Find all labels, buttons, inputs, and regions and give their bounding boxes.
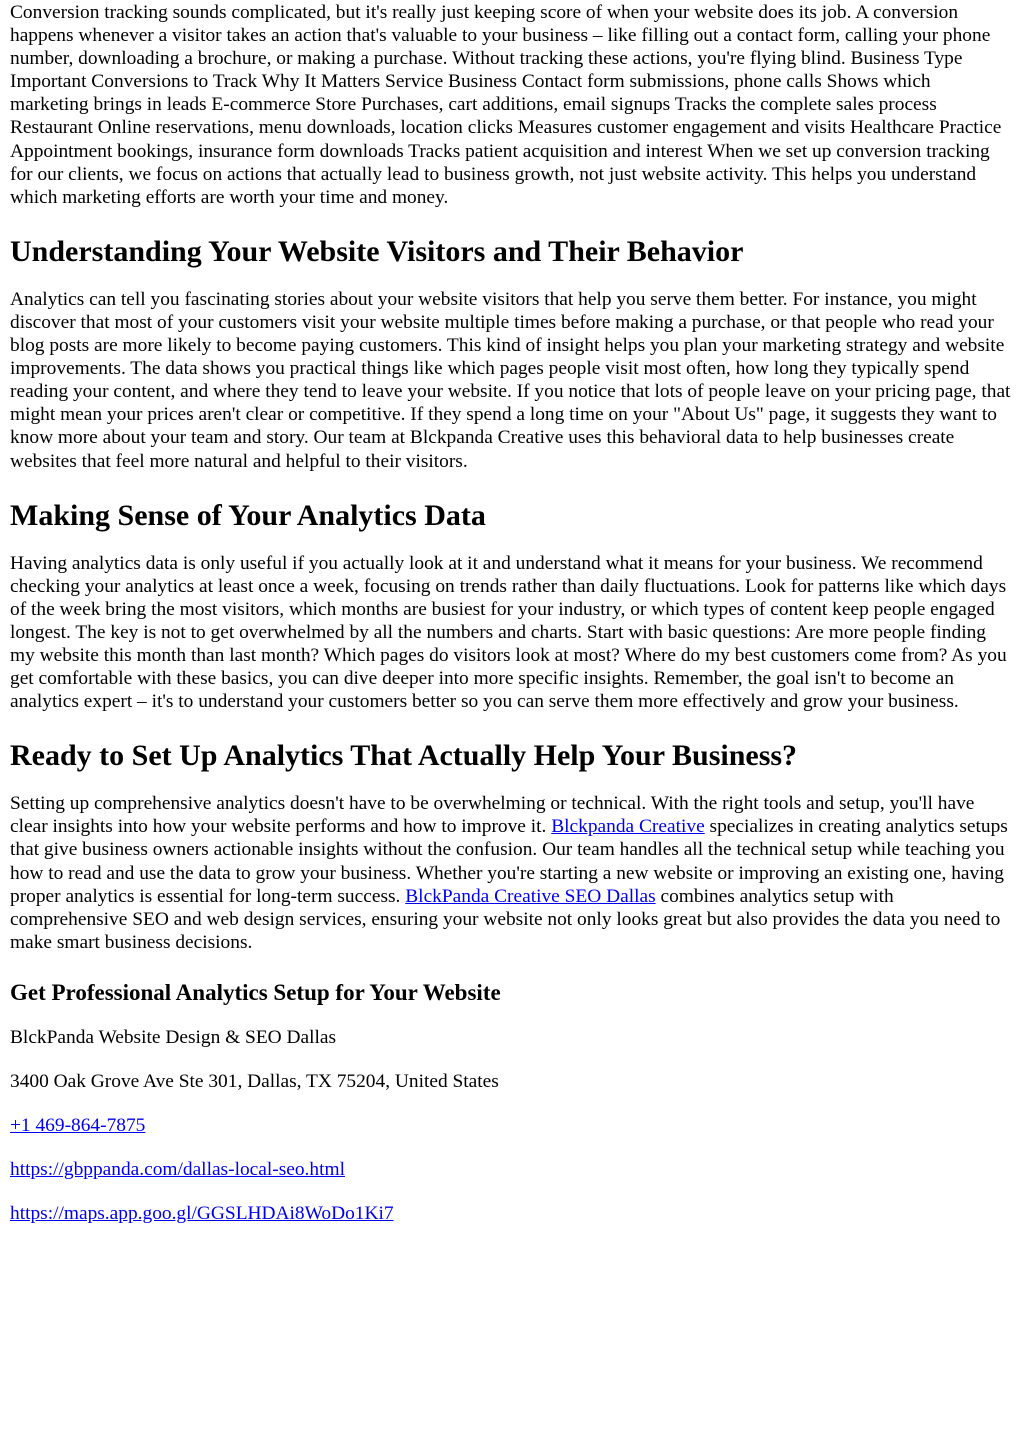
ready-paragraph <box>10 792 1013 954</box>
intro-paragraph: Conversion tracking sounds complicated, but it's really just keeping score of when your website does its job. A conversion happens whenever a visitor takes an action that's valuable to your business – like filling out a contact form, calling your phone number, downloading a brochure, or making a purchase. Without tracking these actions, you're flying blind. Business Type Important Conversions to Track Why It Matters Service Business Contact form submissions, phone calls Shows which marketing brings in leads E-commerce Store Purchases, cart additions, email signups Tracks the complete sales process Restaurant Online reservations, menu downloads, location clicks Measures customer engagement and visits Healthcare Practice Appointment bookings, insurance form downloads Tracks patient acquisition and interest When we set up conversion tracking for our clients, we focus on actions that actually lead to business growth, not just website activity. This helps you understand which marketing efforts are worth your time and money. <box>10 2 1002 208</box>
maps-link[interactable]: https://maps.app.goo.gl/GGSLHDAi8WoDo1Ki7 <box>10 1203 394 1225</box>
section-heading-get-setup: Get Professional Analytics Setup for Your Website <box>10 979 501 1005</box>
section-heading-making-sense: Making Sense of Your Analytics Data <box>10 498 486 532</box>
section-heading-visitors: Understanding Your Website Visitors and Their Behavior <box>10 234 744 268</box>
maps-line <box>10 1202 1013 1225</box>
website-link[interactable]: https://gbppanda.com/dallas-local-seo.html <box>10 1159 345 1181</box>
blckpanda-creative-link[interactable]: Blckpanda Creative <box>551 816 705 838</box>
ready-text-1: Setting up comprehensive analytics doesn't have to be overwhelming or technical. With the right tools and setup, you'll have clear insights into how your website performs and how to improve it. <box>10 793 975 838</box>
website-line <box>10 1158 1013 1181</box>
visitors-paragraph: Analytics can tell you fascinating stories about your website visitors that help you serve them better. For instance, you might discover that most of your customers visit your website multiple times before making a purchase, or that people who read your blog posts are more likely to become paying customers. This kind of insight helps you plan your marketing strategy and website improvements. The data shows you practical things like which pages people visit most often, how long they typically spend reading your content, and where they tend to leave your website. If you notice that lots of people leave on your pricing page, that might mean your prices aren't clear or competitive. If they spend a long time on your "About Us" page, it suggests they want to know more about your team and story. Our team at Blckpanda Creative uses this behavioral data to help businesses create websites that feel more natural and helpful to their visitors. <box>10 288 1011 472</box>
phone-link[interactable]: +1 469-864-7875 <box>10 1115 146 1137</box>
business-address: 3400 Oak Grove Ave Ste 301, Dallas, TX 75204, United States <box>10 1071 499 1092</box>
blckpanda-seo-dallas-link[interactable]: BlckPanda Creative SEO Dallas <box>405 885 656 907</box>
section-heading-ready: Ready to Set Up Analytics That Actually Help Your Business? <box>10 739 798 773</box>
phone-line <box>10 1114 1013 1137</box>
business-name: BlckPanda Website Design & SEO Dallas <box>10 1026 337 1048</box>
making-sense-paragraph: Having analytics data is only useful if you actually look at it and understand what it means for your business. We recommend checking your analytics at least once a week, focusing on trends rather than daily fluctuations. Look for patterns like which days of the week bring the most visitors, which months are busiest for your industry, or which types of content keep people engaged longest. The key is not to get overwhelmed by all the numbers and charts. Start with basic questions: Are more people finding my website this month than last month? Which pages do visitors look at most? Where do my best customers come from? As you get comfortable with these basics, you can dive deeper into more specific insights. Remember, the goal isn't to become an analytics expert – it's to understand your customers better so you can serve them more effectively and grow your business. <box>10 552 1007 713</box>
ready-text-3: combines analytics setup with comprehensive SEO and web design services, ensuring your website not only looks great but also provides the data you need to make smart business decisions. <box>10 885 1001 953</box>
ready-text-2: specializes in creating analytics setups that give business owners actionable insights without the confusion. Our team handles all the technical setup while teaching you how to read and use the data to grow your business. Whether you're starting a new website or improving an existing one, having proper analytics is essential for long-term success. <box>10 816 1008 907</box>
